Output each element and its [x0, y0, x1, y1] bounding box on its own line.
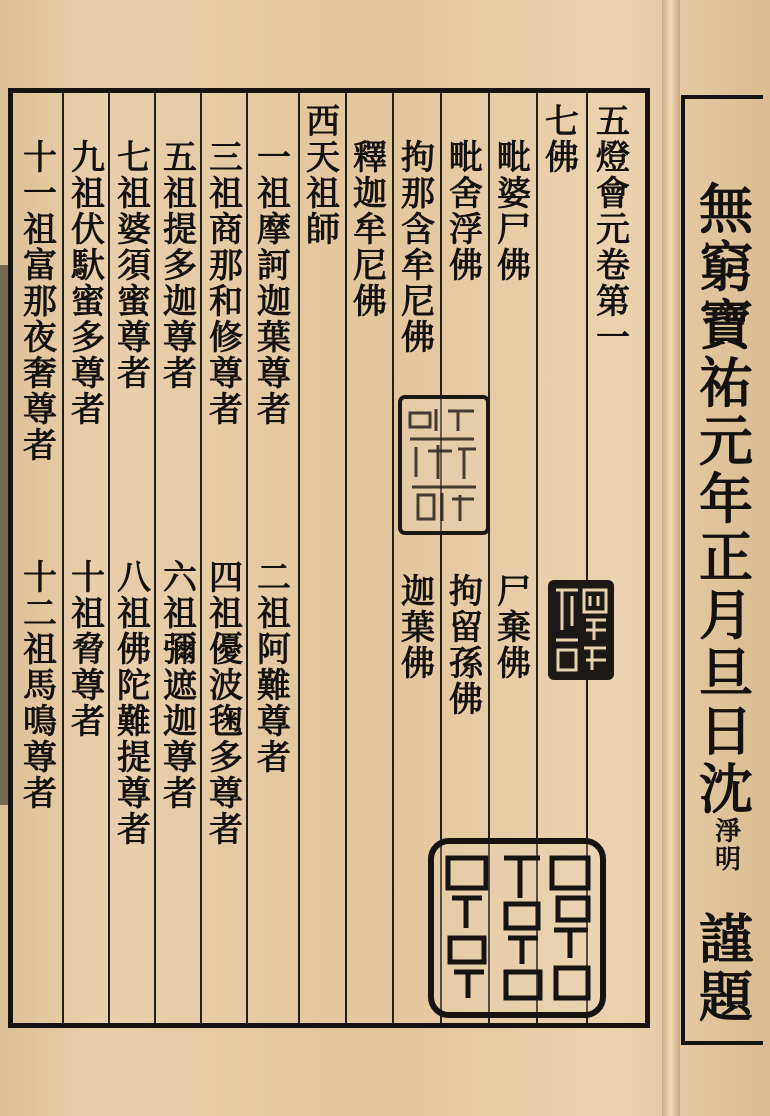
column-rule	[246, 93, 248, 1023]
patriarch-entry: 十祖脅尊者	[71, 558, 105, 742]
preface-signoff: 謹題	[699, 907, 753, 1029]
column-rule	[154, 93, 156, 1023]
column-rule	[62, 93, 64, 1023]
large-square-seal	[428, 838, 606, 1018]
section-western-patriarchs: 西天祖師	[306, 102, 340, 250]
patriarch-entry: 四祖優波毱多尊者	[209, 558, 243, 850]
rectangular-seal-small	[546, 578, 616, 682]
buddha-entry: 毗舍浮佛	[449, 138, 483, 286]
preface-author-name: 淨明	[714, 817, 741, 875]
column-rule	[200, 93, 202, 1023]
section-seven-buddhas: 七佛	[545, 102, 579, 178]
column-rule	[345, 93, 347, 1023]
adjacent-page-edge	[0, 265, 8, 805]
volume-title: 五燈會元卷第一	[596, 102, 630, 358]
patriarch-entry: 十一祖富那夜奢尊者	[23, 138, 57, 466]
square-seal-small	[398, 395, 490, 535]
buddha-entry: 尸棄佛	[497, 572, 531, 684]
buddha-entry: 拘留孫佛	[449, 572, 483, 720]
patriarch-entry: 二祖阿難尊者	[257, 558, 291, 778]
column-rule	[298, 93, 300, 1023]
column-rule	[108, 93, 110, 1023]
column-rule	[392, 93, 394, 1023]
patriarch-entry: 五祖提多迦尊者	[163, 138, 197, 394]
patriarch-entry: 六祖彌遮迦尊者	[163, 558, 197, 814]
buddha-entry: 迦葉佛	[401, 572, 435, 684]
patriarch-entry: 九祖伏馱蜜多尊者	[71, 138, 105, 430]
buddha-entry: 拘那含牟尼佛	[401, 138, 435, 358]
buddha-entry: 釋迦牟尼佛	[353, 138, 387, 322]
preface-date-line: 無窮寶祐元年正月旦日沈	[699, 177, 753, 821]
patriarch-entry: 三祖商那和修尊者	[209, 138, 243, 430]
patriarch-entry: 七祖婆須蜜尊者	[117, 138, 151, 394]
book-spine	[662, 0, 680, 1116]
patriarch-entry: 一祖摩訶迦葉尊者	[257, 138, 291, 430]
buddha-entry: 毗婆尸佛	[497, 138, 531, 286]
patriarch-entry: 十二祖馬鳴尊者	[23, 558, 57, 814]
patriarch-entry: 八祖佛陀難提尊者	[117, 558, 151, 850]
